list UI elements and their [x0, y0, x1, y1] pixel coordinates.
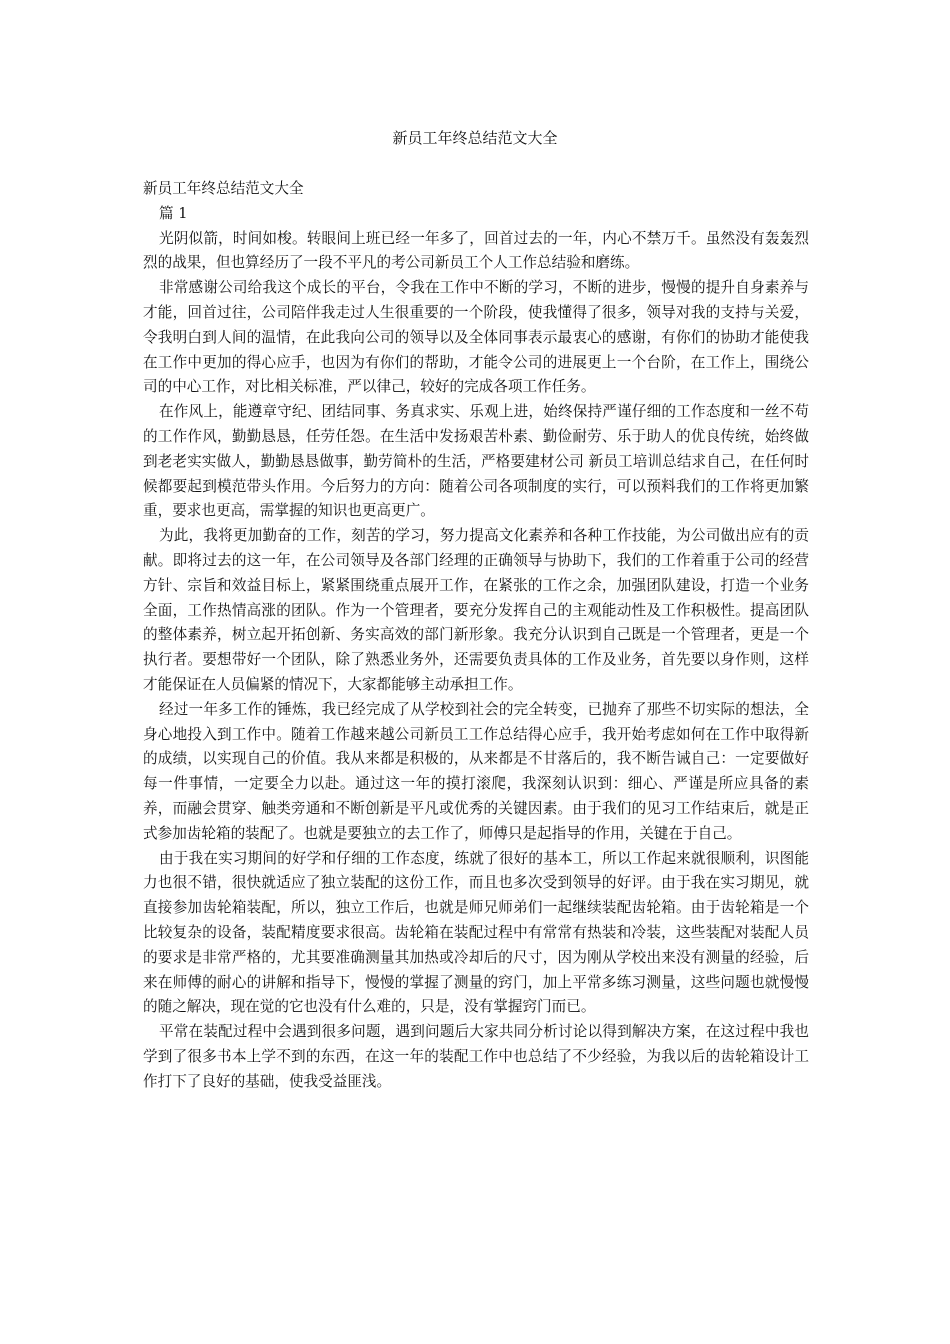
- paragraph: 平常在装配过程中会遇到很多问题，遇到问题后大家共同分析讨论以得到解决方案，在这过程中我也学到了很多书本上学不到的东西，在这一年的装配工作中也总结了不少经验，为我以后的齿轮箱设计工作打下了良好的基础，使我受益匪浅。: [143, 1023, 809, 1090]
- paragraph: 经过一年多工作的锤炼，我已经完成了从学校到社会的完全转变，已抛弃了那些不切实际的想法，全身心地投入到工作中。随着工作越来越公司新员工工作总结得心应手，我开始考虑如何在工作中取得新的成绩，以实现自己的价值。我从来都是积极的，从来都是不甘落后的，我不断告诫自己：一定要做好每一件事情，一定要全力以赴。通过这一年的摸打滚爬，我深刻认识到：细心、严谨是所应具备的素养，而融会贯穿、触类旁通和不断创新是平凡或优秀的关键因素。由于我们的见习工作结束后，就是正式参加齿轮箱的装配了。也就是要独立的去工作了，师傅只是起指导的作用，关键在于自己。: [143, 700, 809, 842]
- section-label: 篇 1: [159, 204, 188, 222]
- paragraph: 在作风上，能遵章守纪、团结同事、务真求实、乐观上进，始终保持严谨仔细的工作态度和一丝不苟的工作作风，勤勤恳恳，任劳任怨。在生活中发扬艰苦朴素、勤俭耐劳、乐于助人的优良传统，始终做到老老实实做人，勤勤恳恳做事，勤劳简朴的生活，严格要建材公司 新员工培训总结求自己，在任何时候都要起到模范带头作用。今后努力的方向：随着公司各项制度的实行，可以预料我们的工作将更加繁重，要求也更高，需掌握的知识也更高更广。: [143, 403, 809, 520]
- paragraph: 由于我在实习期间的好学和仔细的工作态度，练就了很好的基本工，所以工作起来就很顺利，识图能力也很不错，很快就适应了独立装配的这份工作，而且也多次受到领导的好评。由于我在实习期见，就直接参加齿轮箱装配，所以，独立工作后，也就是师兄师弟们一起继续装配齿轮箱。由于齿轮箱是一个比较复杂的设备，装配精度要求很高。齿轮箱在装配过程中有常常有热装和冷装，这些装配对装配人员的要求是非常严格的，尤其要准确测量其加热或冷却后的尺寸，因为刚从学校出来没有测量的经验，后来在师傅的耐心的讲解和指导下，慢慢的掌握了测量的窍门，加上平常多练习测量，这些问题也就慢慢的随之解决，现在觉的它也没有什么难的，只是，没有掌握窍门而已。: [143, 849, 809, 1016]
- document-title: 新员工年终总结范文大全: [392, 129, 558, 147]
- paragraph: 为此，我将更加勤奋的工作，刻苦的学习，努力提高文化素养和各种工作技能，为公司做出应有的贡献。即将过去的这一年，在公司领导及各部门经理的正确领导与协助下，我们的工作着重于公司的经营方针、宗旨和效益目标上，紧紧围绕重点展开工作，在紧张的工作之余，加强团队建设，打造一个业务全面，工作热情高涨的团队。作为一个管理者，要充分发挥自己的主观能动性及工作积极性。提高团队的整体素养，树立起开拓创新、务实高效的部门新形象。我充分认识到自己既是一个管理者，更是一个执行者。要想带好一个团队，除了熟悉业务外，还需要负责具体的工作及业务，首先要以身作则，这样才能保证在人员偏紧的情况下，大家都能够主动承担工作。: [143, 527, 809, 693]
- document-body: [143, 177, 809, 1094]
- paragraph: 非常感谢公司给我这个成长的平台，令我在工作中不断的学习，不断的进步，慢慢的提升自身素养与才能，回首过往，公司陪伴我走过人生很重要的一个阶段，使我懂得了很多，领导对我的支持与关爱，令我明白到人间的温情，在此我向公司的领导以及全体同事表示最衷心的感谢，有你们的协助才能使我在工作中更加的得心应手，也因为有你们的帮助，才能令公司的进展更上一个台阶，在工作上，围绕公司的中心工作，对比相关标准，严以律己，较好的完成各项工作任务。: [143, 279, 809, 396]
- document-heading: 新员工年终总结范文大全: [143, 180, 304, 197]
- paragraph: 光阴似箭，时间如梭。转眼间上班已经一年多了，回首过去的一年，内心不禁万千。虽然没有轰轰烈烈的战果，但也算经历了一段不平凡的考公司新员工个人工作总结验和磨练。: [143, 229, 809, 272]
